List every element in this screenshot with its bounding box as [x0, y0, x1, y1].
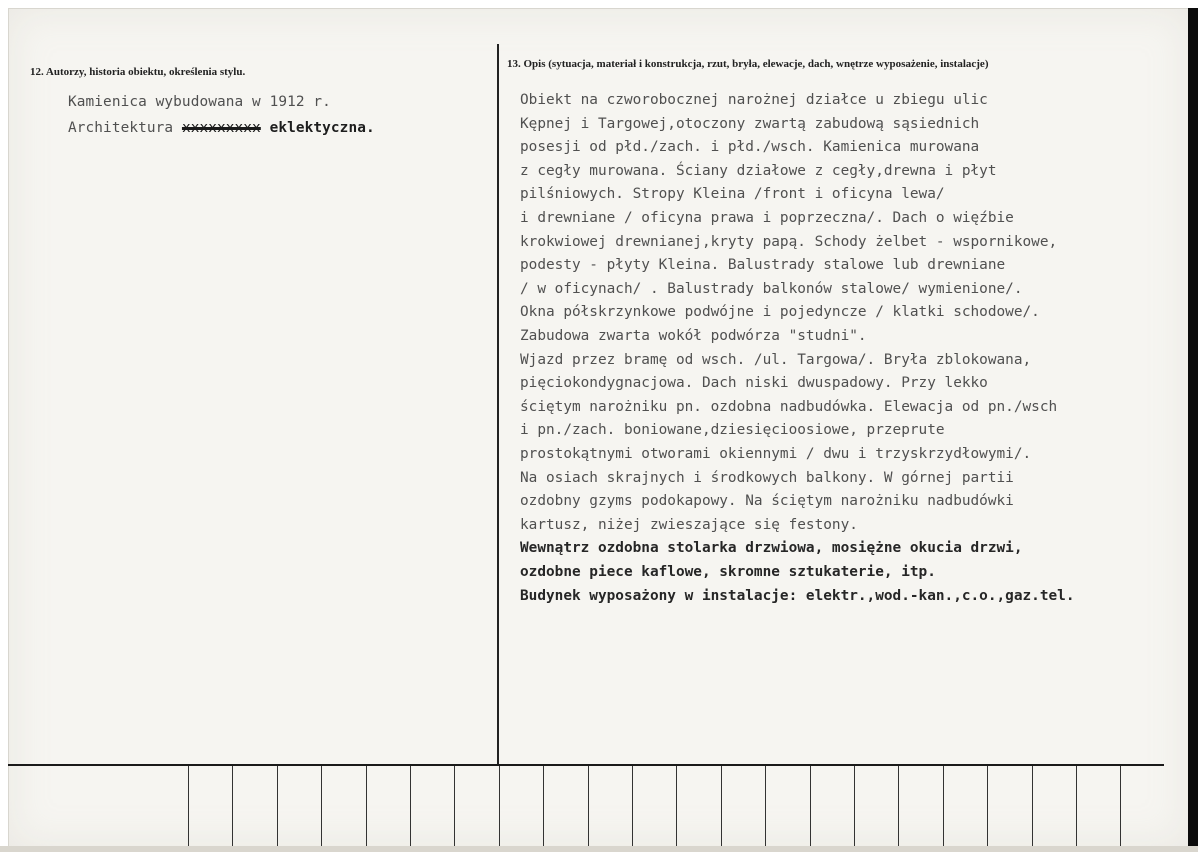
grid-tick — [765, 766, 766, 846]
description-line: kartusz, niżej zwieszające się festony. — [520, 516, 858, 533]
section-12-line-2: Architektura xxxxxxxxx eklektyczna. — [68, 120, 375, 136]
description-line: i drewniane / oficyna prawa i poprzeczna/. Dach o więźbie — [520, 210, 1014, 226]
grid-tick — [721, 766, 722, 846]
grid-tick — [188, 766, 189, 846]
grid-tick — [543, 766, 544, 846]
grid-tick — [232, 766, 233, 846]
description-line: Na osiach skrajnych i środkowych balkony. W górnej partii — [520, 469, 1014, 486]
description-line: Okna półskrzynkowe podwójne i pojedyncze / klatki schodowe/. — [520, 304, 1040, 321]
column-divider — [497, 44, 499, 764]
description-line: pięciokondygnacjowa. Dach niski dwuspadowy. Przy lekko — [520, 375, 988, 392]
description-line: / w oficynach/ . Balustrady balkonów stalowe/ wymienione/. — [520, 280, 1023, 297]
section-13-heading: 13. Opis (sytuacja, materiał i konstrukcja, rzut, bryła, elewacje, dach, wnętrze wyposażenie, instalacje) — [507, 58, 989, 70]
struck-word: xxxxxxxxx — [181, 120, 261, 136]
grid-tick — [366, 766, 367, 846]
grid-tick — [277, 766, 278, 846]
scan-edge — [1188, 8, 1198, 852]
grid-tick — [588, 766, 589, 846]
description-line: Budynek wyposażony w instalacje: elektr.,wod.-kan.,c.o.,gaz.tel. — [520, 587, 1075, 604]
grid-tick — [499, 766, 500, 846]
grid-tick — [898, 766, 899, 846]
grid-tick — [410, 766, 411, 846]
grid-tick — [1120, 766, 1121, 846]
grid-tick — [943, 766, 944, 846]
description-line: podesty - płyty Kleina. Balustrady stalowe lub drewniane — [520, 257, 1006, 274]
scan-bottom-edge — [0, 846, 1198, 852]
description-line: krokwiowej drewnianej,kryty papą. Schody żelbet - wspornikowe, — [520, 233, 1058, 250]
grid-tick — [1076, 766, 1077, 846]
description-line: prostokątnymi otworami okiennymi / dwu i trzyskrzydłowymi/. — [520, 446, 1032, 462]
description-line: pilśniowych. Stropy Kleina /front i oficyna lewa/ — [520, 186, 945, 203]
description-line: Wewnątrz ozdobna stolarka drzwiowa, mosiężne okucia drzwi, — [520, 540, 1023, 557]
description-line: Kępnej i Targowej,otoczony zwartą zabudową sąsiednich — [520, 115, 980, 132]
description-line: posesji od płd./zach. i płd./wsch. Kamienica murowana — [520, 139, 980, 156]
description-line: ozdobne piece kaflowe, skromne sztukaterie, itp. — [520, 564, 936, 580]
grid-tick — [810, 766, 811, 846]
grid-tick — [676, 766, 677, 846]
grid-tick — [1032, 766, 1033, 846]
description-line: Zabudowa zwarta wokół podwórza "studni". — [520, 328, 867, 344]
description-line: i pn./zach. boniowane,dziesięcioosiowe, przeprute — [520, 422, 945, 439]
description-line: Obiekt na czworobocznej narożnej działce u zbiegu ulic — [520, 92, 988, 108]
grid-tick — [454, 766, 455, 846]
grid-tick — [321, 766, 322, 846]
description-line: ściętym narożniku pn. ozdobna nadbudówka. Elewacja od pn./wsch — [520, 398, 1058, 415]
section-12-heading: 12. Autorzy, historia obiektu, określenia stylu. — [30, 66, 246, 78]
grid-tick — [632, 766, 633, 846]
description-line: z cegły murowana. Ściany działowe z cegły,drewna i płyt — [520, 162, 997, 179]
description-line: ozdobny gzyms podokapowy. Na ściętym narożniku nadbudówki — [520, 493, 1014, 510]
grid-tick — [987, 766, 988, 846]
bottom-grid — [188, 766, 1164, 846]
section-12-line-1: Kamienica wybudowana w 1912 r. — [68, 94, 331, 110]
grid-tick — [854, 766, 855, 846]
description-line: Wjazd przez bramę od wsch. /ul. Targowa/. Bryła zblokowana, — [520, 351, 1032, 368]
